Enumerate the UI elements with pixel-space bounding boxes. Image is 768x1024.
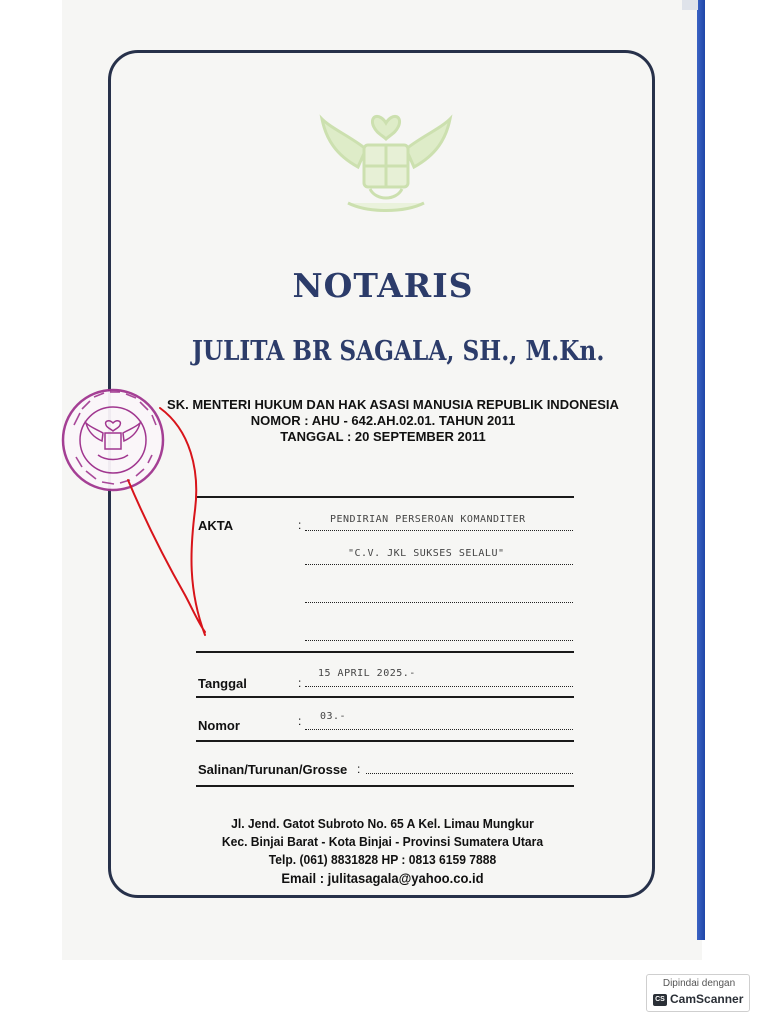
akta-value-line1: PENDIRIAN PERSEROAN KOMANDITER [330,514,526,525]
camscanner-watermark [646,974,750,1012]
form-divider-tanggal [196,696,574,698]
nomor-dotted-line [305,729,573,730]
sk-number-line: NOMOR : AHU - 642.AH.02.01. TAHUN 2011 [250,413,516,428]
akta-label: AKTA [198,518,234,533]
akta-dotted-line-4 [305,640,573,641]
notary-stamp [58,385,168,495]
sk-decree-line: SK. MENTERI HUKUM DAN HAK ASASI MANUSIA REPUBLIK INDONESIA [167,397,619,412]
salinan-dotted-line [366,773,573,774]
footer-address-street: Jl. Jend. Gatot Subroto No. 65 A Kel. Limau Mungkur [231,816,534,831]
akta-value-line2: "C.V. JKL SUKSES SELALU" [348,548,505,559]
akta-dotted-line-1 [305,530,573,531]
tanggal-value: 15 APRIL 2025.- [318,668,416,679]
nomor-colon: : [298,714,302,728]
footer-address-region: Kec. Binjai Barat - Kota Binjai - Provinsi Sumatera Utara [221,834,544,849]
document-cover-edge [697,0,705,940]
camscanner-logo-icon: CS [653,994,667,1006]
akta-dotted-line-3 [305,602,573,603]
nomor-value: 03.- [320,711,347,722]
nomor-label: Nomor [198,718,240,733]
tanggal-dotted-line [305,686,573,687]
salinan-colon: : [357,762,361,776]
akta-colon: : [298,518,302,532]
document-cover-corner [682,0,698,10]
tanggal-label: Tanggal [198,676,247,691]
footer-phone: Telp. (061) 8831828 HP : 0813 6159 7888 [268,852,497,867]
camscanner-brand: CamScanner [670,992,744,1006]
form-divider-akta [196,651,574,653]
footer-email: Email : julitasagala@yahoo.co.id [281,870,484,886]
sk-date-line: TANGGAL : 20 SEPTEMBER 2011 [280,429,486,444]
notary-heading: NOTARIS [292,266,474,305]
notary-name: JULITA BR SAGALA, SH., M.Kn. [191,336,605,367]
garuda-emblem-icon [318,105,454,223]
salinan-label: Salinan/Turunan/Grosse [198,762,348,777]
akta-dotted-line-2 [305,564,573,565]
form-divider-nomor [196,740,574,742]
tanggal-colon: : [298,676,302,690]
form-divider-bottom [196,785,574,787]
camscanner-caption: Dipindai dengan [662,978,736,989]
form-divider-top [196,496,574,498]
